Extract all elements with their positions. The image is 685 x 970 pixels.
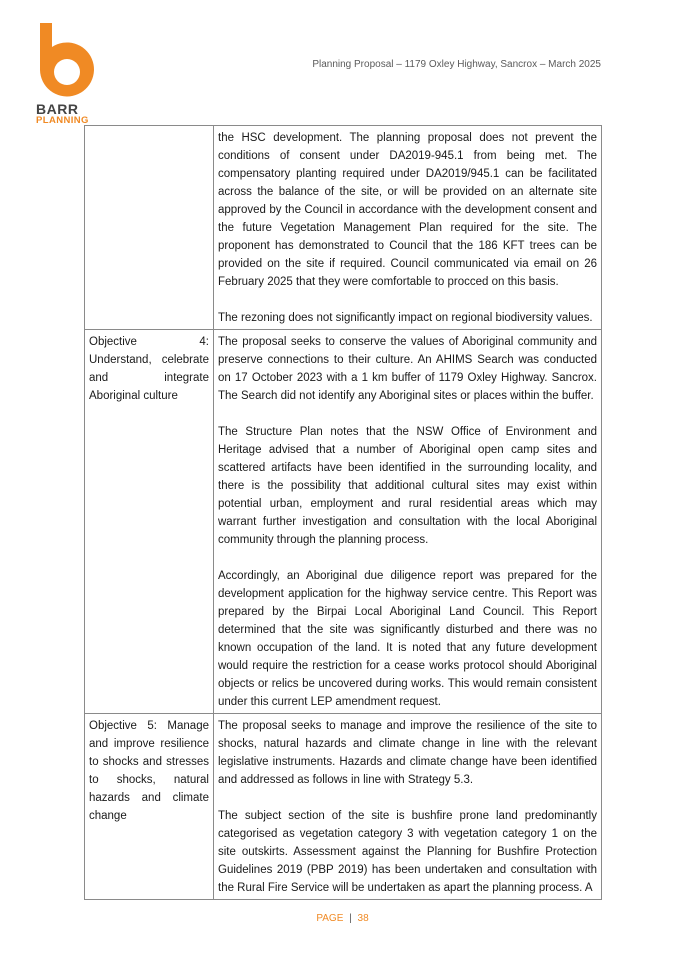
response-paragraph: The rezoning does not significantly impact on regional biodiversity values. xyxy=(218,312,593,324)
table-row xyxy=(85,714,602,900)
response-paragraph: The proposal seeks to conserve the values of Aboriginal community and preserve connections to their culture. An AHIMS Search was conducted on 17 October 2023 with a 1 km buffer of 1179 Oxley Highway. Sancrox. The Search did not identify any Aboriginal sites or places within the buffer. xyxy=(218,336,597,402)
response-paragraph: the HSC development. The planning proposal does not prevent the conditions of consent under DA2019-945.1 from being met. The compensatory planting required under DA2019/945.1 can be facilitated across the balance of the site, or will be provided on an alternate site approved by the Council in accordance with the development consent and the future Vegetation Management Plan required for the site. The proponent has demonstrated to Council that the 186 KFT trees can be provided on the site if required. Council communicated via email on 26 February 2025 that they were comfortable to procced on this basis. xyxy=(218,132,597,288)
document-header-title: Planning Proposal – 1179 Oxley Highway, Sancrox – March 2025 xyxy=(312,59,601,70)
page-label: PAGE xyxy=(316,913,344,924)
page-footer xyxy=(0,913,685,924)
barr-b-logo-icon xyxy=(30,20,102,100)
objective-cell xyxy=(85,126,214,330)
objective-cell xyxy=(85,330,214,714)
table-row xyxy=(85,126,602,330)
response-cell xyxy=(214,126,602,330)
footer-separator: | xyxy=(349,913,352,924)
response-cell xyxy=(214,714,602,900)
response-paragraph: Accordingly, an Aboriginal due diligence report was prepared for the development application for the highway service centre. This Report was prepared by the Birpai Local Aboriginal Land Council. This Report determined that the site was significantly disturbed and there was no known occupation of the land. It is noted that any future development would require the restriction for a cease works protocol should Aboriginal objects or relics be uncovered during works. This would remain consistent under this current LEP amendment request. xyxy=(218,570,597,708)
table-row xyxy=(85,330,602,714)
logo-brand-text: BARR xyxy=(36,101,79,117)
response-paragraph: The subject section of the site is bushfire prone land predominantly categorised as vegetation category 3 with vegetation category 1 on the site outskirts. Assessment against the Planning for Bushfire Protection Guidelines 2019 (PBP 2019) has been undertaken and consultation with the Rural Fire Service will be undertaken as apart the planning process. A xyxy=(218,810,597,894)
response-paragraph: The proposal seeks to manage and improve the resilience of the site to shocks, natural hazards and climate change in line with the relevant legislative instruments. Hazards and climate change have been identified and addressed as follows in line with Strategy 5.3. xyxy=(218,720,597,786)
response-cell xyxy=(214,330,602,714)
response-paragraph: The Structure Plan notes that the NSW Office of Environment and Heritage advised that a number of Aboriginal open camp sites and scattered artifacts have been identified in the surrounding locality, and there is the possibility that additional cultural sites may exist within potential urban, employment and rural residential areas which may warrant further investigation and consultation with the local Aboriginal community through the planning process. xyxy=(218,426,597,546)
strategy-assessment-table xyxy=(84,125,602,900)
logo-sub-text: PLANNING xyxy=(36,115,89,126)
barr-planning-logo xyxy=(30,20,102,128)
objective-cell xyxy=(85,714,214,900)
objective-label: Objective 5: Manage and improve resilience to shocks and stresses to shocks, natural hazards and climate change xyxy=(89,720,209,822)
page-number: 38 xyxy=(357,913,369,924)
objective-label: Objective 4: Understand, celebrate and integrate Aboriginal culture xyxy=(89,336,209,402)
